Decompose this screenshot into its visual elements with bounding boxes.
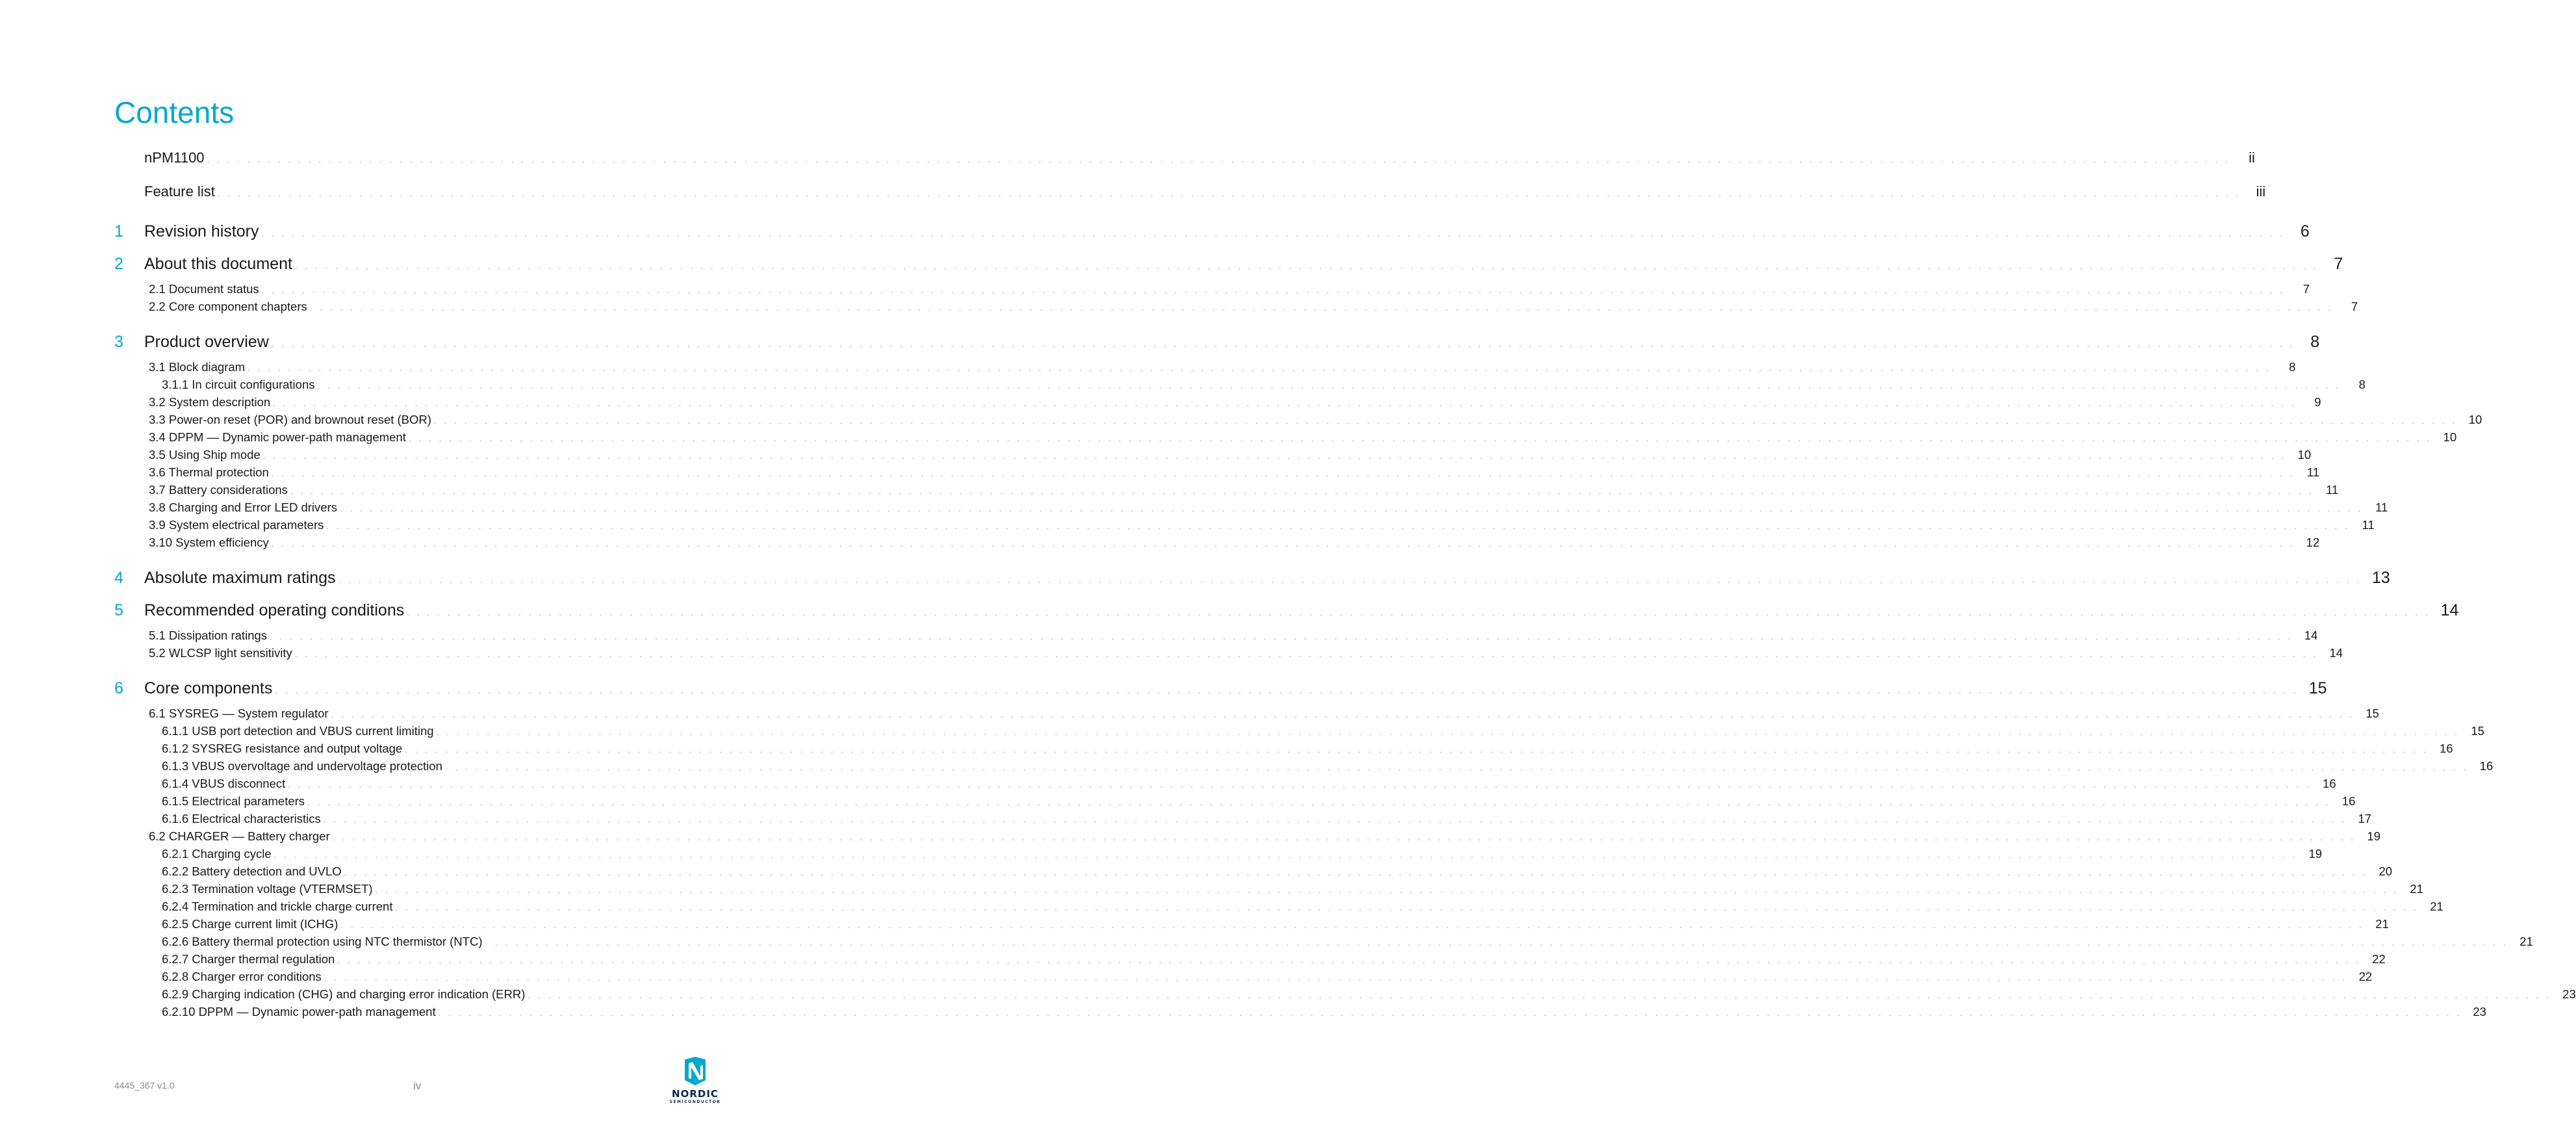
toc-entry[interactable] <box>114 706 2379 724</box>
toc-page-number[interactable]: 8 <box>2310 333 2320 351</box>
dot-leader: ........................................................................................................................................................................................................ <box>294 649 2324 659</box>
dot-leader: ........................................................................................................................................................................................................ <box>436 727 2465 737</box>
toc-entry[interactable] <box>114 333 2320 360</box>
toc-entry[interactable] <box>114 518 2375 536</box>
dot-leader: ........................................................................................................................................................................................................ <box>395 903 2424 913</box>
toc-page-number[interactable]: 7 <box>2302 282 2310 296</box>
toc-entry[interactable] <box>114 1005 2486 1022</box>
nordic-n-icon <box>665 1057 725 1087</box>
dot-leader: ........................................................................................................................................................................................................ <box>317 381 2346 391</box>
toc-entry-title[interactable]: 2.1 Document status <box>149 282 262 296</box>
toc-page-number[interactable]: 10 <box>2443 430 2457 444</box>
dot-leader: ........................................................................................................................................................................................................ <box>326 521 2355 531</box>
toc-entry-title[interactable]: 3.6 Thermal protection <box>149 465 272 480</box>
toc-entry-title[interactable]: 6.1.3 VBUS overvoltage and undervoltage protection <box>162 759 445 773</box>
toc-entry[interactable] <box>114 183 2266 217</box>
toc-entry[interactable] <box>114 483 2339 500</box>
toc-page-number[interactable]: 21 <box>2410 882 2423 896</box>
dot-leader: ........................................................................................................................................................................................................ <box>444 762 2474 772</box>
toc-page-number[interactable]: 11 <box>2375 500 2388 514</box>
toc-entry[interactable] <box>114 794 2356 812</box>
dot-leader: ........................................................................................................................................................................................................ <box>207 155 2236 164</box>
dot-leader: ........................................................................................................................................................................................................ <box>271 339 2301 349</box>
toc-entry-title[interactable]: 6.1.4 VBUS disconnect <box>162 777 288 791</box>
toc-page-number[interactable]: 16 <box>2323 777 2336 790</box>
toc-entry[interactable] <box>114 829 2380 847</box>
toc-entry-title[interactable]: 3.4 DPPM — Dynamic power-path management <box>149 430 409 445</box>
toc-entry[interactable] <box>114 378 2366 395</box>
chapter-number: 4 <box>114 569 123 587</box>
toc-entry[interactable] <box>114 360 2296 378</box>
toc-entry[interactable] <box>114 300 2358 317</box>
toc-entry[interactable] <box>114 222 2310 250</box>
toc-page-number[interactable]: 19 <box>2367 829 2380 843</box>
toc-entry-title[interactable]: 6.2.6 Battery thermal protection using NTC thermistor (NTC) <box>162 935 485 949</box>
dot-leader: ........................................................................................................................................................................................................ <box>290 486 2319 496</box>
toc-entry-title[interactable]: 3.7 Battery considerations <box>149 483 290 497</box>
toc-entry-title[interactable]: nPM1100 <box>144 149 207 166</box>
toc-entry[interactable] <box>114 777 2336 794</box>
toc-entry-title[interactable]: About this document <box>144 255 295 274</box>
toc-entry-title[interactable]: 6.2.2 Battery detection and UVLO <box>162 864 344 879</box>
table-of-contents <box>114 149 2576 1022</box>
toc-page-number[interactable]: 23 <box>2473 1005 2486 1018</box>
toc-entry-title[interactable]: 6.1.6 Electrical characteristics <box>162 812 324 826</box>
toc-entry-title[interactable]: 3.3 Power-on reset (POR) and brownout reset (BOR) <box>149 413 434 427</box>
toc-page-number[interactable]: 16 <box>2479 759 2493 773</box>
document-code: 4445_367 v1.0 <box>114 1080 175 1091</box>
dot-leader: ........................................................................................................................................................................................................ <box>323 815 2353 825</box>
toc-entry-title[interactable]: Revision history <box>144 222 261 241</box>
toc-page-number[interactable]: ii <box>2249 149 2255 166</box>
toc-entry-title[interactable]: Feature list <box>144 183 218 200</box>
dot-leader: ........................................................................................................................................................................................................ <box>288 780 2317 790</box>
toc-entry-title[interactable]: Product overview <box>144 333 272 352</box>
dot-leader: ........................................................................................................................................................................................................ <box>274 850 2303 860</box>
toc-page-number[interactable]: 15 <box>2471 724 2484 738</box>
toc-entry[interactable] <box>114 952 2386 970</box>
toc-entry[interactable] <box>114 149 2255 183</box>
dot-leader: ........................................................................................................................................................................................................ <box>324 973 2353 983</box>
dot-leader: ........................................................................................................................................................................................................ <box>338 575 2367 585</box>
toc-entry-title[interactable]: 3.9 System electrical parameters <box>149 518 326 532</box>
dot-leader: ........................................................................................................................................................................................................ <box>340 920 2369 930</box>
dot-leader: ........................................................................................................................................................................................................ <box>271 469 2301 478</box>
toc-page-number[interactable]: 19 <box>2308 847 2323 861</box>
toc-entry-title[interactable]: 3.5 Using Ship mode <box>149 448 263 462</box>
dot-leader: ........................................................................................................................................................................................................ <box>271 539 2301 549</box>
dot-leader: ........................................................................................................................................................................................................ <box>337 955 2366 965</box>
toc-entry[interactable] <box>114 724 2484 742</box>
toc-entry[interactable] <box>114 395 2321 413</box>
dot-leader: ........................................................................................................................................................................................................ <box>375 885 2404 895</box>
toc-entry[interactable] <box>114 601 2459 628</box>
toc-page-number[interactable]: 20 <box>2378 864 2393 878</box>
dot-leader: ........................................................................................................................................................................................................ <box>344 868 2373 877</box>
toc-page-number[interactable]: 21 <box>2375 917 2389 931</box>
toc-entry[interactable] <box>114 430 2457 448</box>
toc-page-number[interactable]: 15 <box>2308 679 2327 697</box>
toc-entry[interactable] <box>114 413 2482 430</box>
toc-entry[interactable] <box>114 759 2493 777</box>
dot-leader: ........................................................................................................................................................................................................ <box>528 991 2557 1000</box>
toc-entry[interactable] <box>114 847 2323 864</box>
toc-entry-title[interactable]: 6.2.1 Charging cycle <box>162 847 274 861</box>
toc-entry-title[interactable]: 6.2.7 Charger thermal regulation <box>162 952 337 966</box>
dot-leader: ........................................................................................................................................................................................................ <box>332 833 2361 842</box>
dot-leader: ........................................................................................................................................................................................................ <box>405 745 2434 755</box>
toc-entry-title[interactable]: 6.2.5 Charge current limit (ICHG) <box>162 917 340 931</box>
page-number: iv <box>413 1080 422 1092</box>
toc-page-number[interactable]: 7 <box>2334 255 2343 273</box>
toc-page-number[interactable]: 16 <box>2341 794 2356 808</box>
toc-page-number[interactable]: 11 <box>2362 518 2375 532</box>
toc-entry[interactable] <box>114 882 2423 900</box>
toc-page-number[interactable]: 9 <box>2314 395 2321 409</box>
toc-page-number[interactable]: iii <box>2256 183 2266 200</box>
toc-page-number[interactable]: 21 <box>2519 935 2533 948</box>
dot-leader: ........................................................................................................................................................................................................ <box>217 188 2247 198</box>
toc-entry-title[interactable]: 5.2 WLCSP light sensitivity <box>149 646 295 660</box>
toc-entry[interactable] <box>114 812 2372 829</box>
toc-page-number[interactable]: 10 <box>2297 448 2312 461</box>
toc-page-number[interactable]: 17 <box>2358 812 2372 825</box>
toc-page-number[interactable]: 21 <box>2430 900 2443 913</box>
dot-leader: ........................................................................................................................................................................................................ <box>485 938 2514 948</box>
chapter-number: 1 <box>114 222 123 240</box>
toc-page-number[interactable]: 8 <box>2289 360 2296 374</box>
chapter-number: 2 <box>114 255 123 273</box>
toc-entry-title[interactable]: 6.2.9 Charging indication (CHG) and charging error indication (ERR) <box>162 987 528 1002</box>
toc-page-number[interactable]: 14 <box>2304 628 2318 642</box>
dot-leader: ........................................................................................................................................................................................................ <box>275 686 2304 695</box>
toc-entry[interactable] <box>114 448 2312 465</box>
chapter-number: 3 <box>114 333 123 351</box>
toc-entry-title[interactable]: 6.1.1 USB port detection and VBUS current limiting <box>162 724 437 738</box>
toc-entry[interactable] <box>114 864 2393 882</box>
dot-leader: ........................................................................................................................................................................................................ <box>261 285 2291 295</box>
toc-entry[interactable] <box>114 987 2576 1005</box>
toc-page-number[interactable]: 13 <box>2371 569 2390 587</box>
dot-leader: ........................................................................................................................................................................................................ <box>408 434 2438 443</box>
toc-entry-title[interactable]: 3.1 Block diagram <box>149 360 248 374</box>
dot-leader: ........................................................................................................................................................................................................ <box>294 261 2324 271</box>
toc-entry[interactable] <box>114 970 2373 987</box>
toc-entry-title[interactable]: 3.2 System description <box>149 395 273 409</box>
toc-entry[interactable] <box>114 628 2318 646</box>
toc-entry[interactable] <box>114 282 2310 300</box>
dot-leader: ........................................................................................................................................................................................................ <box>407 608 2436 617</box>
toc-entry[interactable] <box>114 536 2320 553</box>
toc-page-number[interactable]: 22 <box>2372 952 2386 966</box>
toc-page-number[interactable]: 8 <box>2358 378 2366 391</box>
toc-entry-title[interactable]: 5.1 Dissipation ratings <box>149 628 270 643</box>
dot-leader: ........................................................................................................................................................................................................ <box>270 632 2299 641</box>
toc-entry[interactable] <box>114 646 2343 664</box>
toc-entry-title[interactable]: 6.2.8 Charger error conditions <box>162 970 324 984</box>
toc-page-number[interactable]: 23 <box>2562 987 2576 1001</box>
toc-entry-title[interactable]: Recommended operating conditions <box>144 601 407 620</box>
dot-leader: ........................................................................................................................................................................................................ <box>339 504 2369 513</box>
dot-leader: ........................................................................................................................................................................................................ <box>248 363 2276 373</box>
toc-entry[interactable] <box>114 569 2390 596</box>
toc-entry-title[interactable]: 3.8 Charging and Error LED drivers <box>149 500 340 515</box>
toc-entry-title[interactable]: 6.2.4 Termination and trickle charge current <box>162 900 395 914</box>
toc-entry-title[interactable]: 2.2 Core component chapters <box>149 300 310 314</box>
logo-wordmark: NORDIC <box>672 1088 719 1100</box>
nordic-logo <box>665 1057 725 1109</box>
toc-entry-title[interactable]: 3.1.1 In circuit configurations <box>162 378 318 392</box>
toc-entry-title[interactable]: Absolute maximum ratings <box>144 569 338 588</box>
dot-leader: ........................................................................................................................................................................................................ <box>331 710 2360 719</box>
toc-page-number[interactable]: 7 <box>2351 300 2358 313</box>
dot-leader: ........................................................................................................................................................................................................ <box>261 229 2290 239</box>
toc-entry[interactable] <box>114 900 2443 917</box>
chapter-number: 5 <box>114 601 123 619</box>
toc-page-number[interactable]: 16 <box>2440 742 2453 755</box>
toc-page-number[interactable]: 10 <box>2468 413 2482 426</box>
toc-entry-title[interactable]: 6.2.3 Termination voltage (VTERMSET) <box>162 882 376 896</box>
dot-leader: ........................................................................................................................................................................................................ <box>433 416 2463 426</box>
toc-entry-title[interactable]: 6.1.2 SYSREG resistance and output voltage <box>162 742 405 756</box>
toc-page-number[interactable]: 22 <box>2358 970 2373 983</box>
toc-entry-title[interactable]: 6.2.10 DPPM — Dynamic power-path management <box>162 1005 439 1019</box>
toc-entry-title[interactable]: 3.10 System efficiency <box>149 536 272 550</box>
dot-leader: ........................................................................................................................................................................................................ <box>309 303 2339 313</box>
toc-page-number[interactable]: 11 <box>2326 483 2339 497</box>
dot-leader: ........................................................................................................................................................................................................ <box>438 1008 2467 1018</box>
toc-page-number[interactable]: 12 <box>2306 536 2320 549</box>
page-title: Contents <box>114 96 235 129</box>
toc-entry[interactable] <box>114 917 2389 935</box>
toc-entry[interactable] <box>114 465 2320 483</box>
toc-entry-title[interactable]: Core components <box>144 679 275 698</box>
toc-entry-title[interactable]: 6.1.5 Electrical parameters <box>162 794 307 809</box>
logo-subtitle: SEMICONDUCTOR <box>669 1100 721 1104</box>
chapter-number: 6 <box>114 679 123 697</box>
toc-entry[interactable] <box>114 742 2453 759</box>
dot-leader: ........................................................................................................................................................................................................ <box>307 797 2336 807</box>
toc-entry[interactable] <box>114 935 2533 952</box>
toc-entry[interactable] <box>114 255 2343 282</box>
toc-entry-title[interactable]: 6.2 CHARGER — Battery charger <box>149 829 333 844</box>
toc-page-number[interactable]: 6 <box>2300 222 2310 240</box>
toc-entry[interactable] <box>114 500 2388 518</box>
dot-leader: ........................................................................................................................................................................................................ <box>262 451 2292 461</box>
toc-entry-title[interactable]: 6.1 SYSREG — System regulator <box>149 706 331 721</box>
toc-entry[interactable] <box>114 679 2327 706</box>
dot-leader: ........................................................................................................................................................................................................ <box>273 398 2302 408</box>
toc-page-number[interactable]: 14 <box>2440 601 2459 619</box>
toc-page-number[interactable]: 14 <box>2329 646 2343 660</box>
toc-page-number[interactable]: 15 <box>2366 706 2379 720</box>
toc-page-number[interactable]: 11 <box>2306 465 2320 479</box>
